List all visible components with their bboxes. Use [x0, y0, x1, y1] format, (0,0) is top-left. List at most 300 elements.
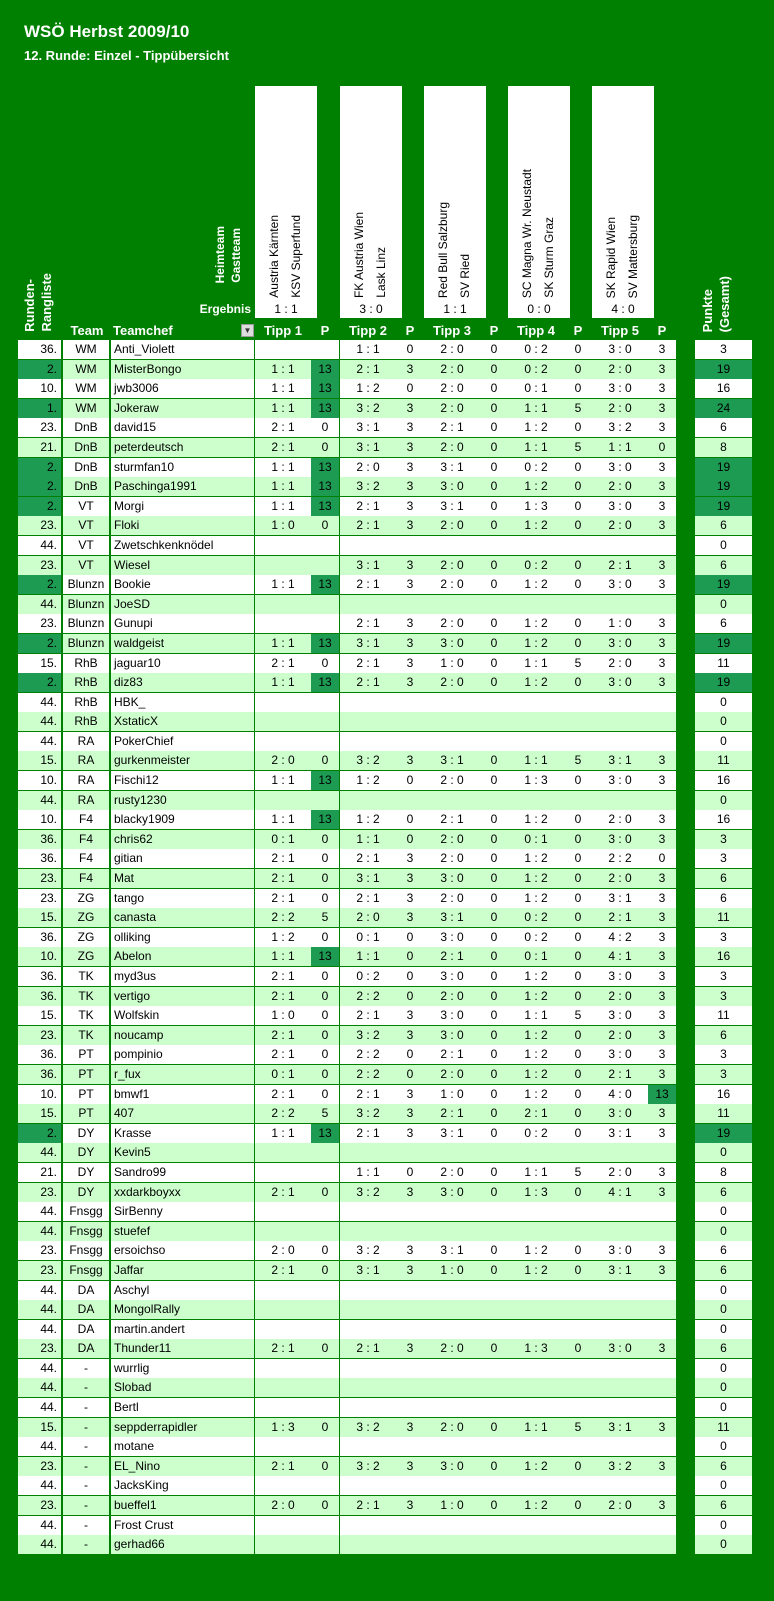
- col-p-1: P: [320, 323, 330, 338]
- p3-cell: 0: [480, 458, 508, 477]
- teamchef-cell: canasta: [111, 908, 254, 927]
- p3-cell: [480, 732, 508, 751]
- points-total-cell: 11: [695, 751, 752, 770]
- tipp5-cell: 3 : 2: [592, 418, 648, 437]
- p2-cell: 0: [396, 379, 424, 398]
- p1-cell: 0: [311, 830, 339, 849]
- tipp5-cell: 2 : 1: [592, 908, 648, 927]
- rank-cell: 23.: [18, 1261, 61, 1280]
- p1-cell: 13: [311, 399, 339, 418]
- tipp1-cell: [255, 556, 311, 575]
- p3-cell: 0: [480, 1026, 508, 1045]
- rank-cell: 36.: [18, 1065, 61, 1084]
- p1-cell: [311, 595, 339, 614]
- rank-cell: 44.: [18, 1359, 61, 1378]
- teamchef-cell: Gunupi: [111, 614, 254, 633]
- table-row: [18, 712, 752, 732]
- rank-cell: 36.: [18, 849, 61, 868]
- p5-cell: 3: [648, 614, 676, 633]
- p2-cell: 3: [396, 438, 424, 457]
- rank-cell: 23.: [18, 516, 61, 535]
- rank-cell: 44.: [18, 1300, 61, 1319]
- team-cell: VT: [63, 556, 109, 575]
- points-total-cell: 11: [695, 1418, 752, 1437]
- p1-cell: [311, 791, 339, 810]
- tipp2-cell: 3 : 1: [340, 418, 396, 437]
- p4-cell: [564, 693, 592, 712]
- tipp4-cell: 1 : 3: [508, 1339, 564, 1358]
- p4-cell: 0: [564, 830, 592, 849]
- p4-cell: [564, 1359, 592, 1378]
- teamchef-cell: bmwf1: [111, 1085, 254, 1104]
- p1-cell: 13: [311, 634, 339, 653]
- tipp4-cell: [508, 693, 564, 712]
- table-row: [18, 1516, 752, 1536]
- table-row: [18, 732, 752, 752]
- tipp1-cell: 2 : 1: [255, 1261, 311, 1280]
- p1-cell: 0: [311, 928, 339, 947]
- teamchef-cell: Frost Crust: [111, 1516, 254, 1535]
- p4-cell: 5: [564, 1163, 592, 1182]
- tipp1-cell: 1 : 1: [255, 497, 311, 516]
- points-total-cell: 6: [695, 516, 752, 535]
- tipp2-cell: 1 : 1: [340, 830, 396, 849]
- tipp5-cell: 2 : 0: [592, 360, 648, 379]
- p2-cell: 3: [396, 751, 424, 770]
- p5-cell: 3: [648, 1241, 676, 1260]
- tipp3-cell: 2 : 0: [424, 438, 480, 457]
- tipp4-cell: [508, 712, 564, 731]
- p5-cell: [648, 732, 676, 751]
- tipp2-cell: 3 : 2: [340, 477, 396, 496]
- p2-cell: [396, 1222, 424, 1241]
- table-row: [18, 928, 752, 948]
- gastteam-label: Gastteam: [229, 228, 243, 283]
- table-row: [18, 1535, 752, 1555]
- tipp3-cell: 2 : 1: [424, 947, 480, 966]
- rank-cell: 2.: [18, 673, 61, 692]
- tipp2-cell: 2 : 2: [340, 1065, 396, 1084]
- tipp5-cell: 3 : 0: [592, 673, 648, 692]
- teamchef-cell: blacky1909: [111, 810, 254, 829]
- p2-cell: 3: [396, 556, 424, 575]
- points-total-cell: 0: [695, 1535, 752, 1554]
- p5-cell: [648, 595, 676, 614]
- p3-cell: 0: [480, 556, 508, 575]
- tipp4-cell: 1 : 2: [508, 516, 564, 535]
- table-row: [18, 1222, 752, 1242]
- p5-cell: 3: [648, 987, 676, 1006]
- tipp1-cell: 1 : 0: [255, 1006, 311, 1025]
- p4-cell: 0: [564, 1124, 592, 1143]
- tipp3-cell: 2 : 0: [424, 889, 480, 908]
- tipp2-cell: 2 : 1: [340, 1085, 396, 1104]
- points-total-cell: 0: [695, 1281, 752, 1300]
- tipp2-cell: 2 : 1: [340, 654, 396, 673]
- tipp5-cell: [592, 791, 648, 810]
- rank-cell: 23.: [18, 1183, 61, 1202]
- tipp1-cell: 0 : 1: [255, 830, 311, 849]
- p2-cell: 0: [396, 967, 424, 986]
- rank-cell: 44.: [18, 1378, 61, 1397]
- table-row: [18, 1300, 752, 1320]
- teamchef-cell: EL_Nino: [111, 1457, 254, 1476]
- points-total-cell: 0: [695, 1202, 752, 1221]
- p1-cell: 13: [311, 810, 339, 829]
- p5-cell: 3: [648, 379, 676, 398]
- p3-cell: [480, 1143, 508, 1162]
- tipp3-cell: [424, 1300, 480, 1319]
- points-total-cell: 3: [695, 987, 752, 1006]
- table-row: [18, 693, 752, 713]
- tipp3-cell: 1 : 0: [424, 1085, 480, 1104]
- match-4-away: SK Sturm Graz: [542, 217, 556, 298]
- p3-cell: [480, 791, 508, 810]
- p5-cell: [648, 1516, 676, 1535]
- col-p-4: P: [573, 323, 583, 338]
- team-cell: RhB: [63, 712, 109, 731]
- p3-cell: 0: [480, 575, 508, 594]
- tipp3-cell: 2 : 0: [424, 399, 480, 418]
- p5-cell: 3: [648, 908, 676, 927]
- rank-cell: 2.: [18, 497, 61, 516]
- points-total-cell: 6: [695, 869, 752, 888]
- points-total-cell: 6: [695, 614, 752, 633]
- p2-cell: 3: [396, 869, 424, 888]
- rank-cell: 2.: [18, 575, 61, 594]
- p5-cell: [648, 1202, 676, 1221]
- tipp4-cell: 1 : 2: [508, 889, 564, 908]
- tipp5-cell: [592, 1281, 648, 1300]
- team-cell: F4: [63, 869, 109, 888]
- tipp2-cell: 3 : 2: [340, 1104, 396, 1123]
- team-cell: TK: [63, 1006, 109, 1025]
- rank-cell: 2.: [18, 360, 61, 379]
- tipp2-cell: 2 : 2: [340, 1045, 396, 1064]
- points-total-cell: 16: [695, 810, 752, 829]
- p1-cell: 0: [311, 516, 339, 535]
- p4-cell: [564, 1437, 592, 1456]
- p4-cell: [564, 1476, 592, 1495]
- tipp3-cell: 3 : 1: [424, 458, 480, 477]
- p3-cell: 0: [480, 928, 508, 947]
- p5-cell: 3: [648, 1065, 676, 1084]
- tipp3-cell: 3 : 0: [424, 477, 480, 496]
- tipp2-cell: [340, 1143, 396, 1162]
- team-cell: RA: [63, 771, 109, 790]
- tipp1-cell: 2 : 1: [255, 869, 311, 888]
- points-total-cell: 16: [695, 947, 752, 966]
- tipp1-cell: [255, 1281, 311, 1300]
- p1-cell: [311, 1398, 339, 1417]
- tipp2-cell: 2 : 1: [340, 360, 396, 379]
- points-total-cell: 0: [695, 1320, 752, 1339]
- team-cell: -: [63, 1378, 109, 1397]
- team-cell: DY: [63, 1124, 109, 1143]
- p5-cell: [648, 712, 676, 731]
- points-total-cell: 16: [695, 379, 752, 398]
- teamchef-cell: wurrlig: [111, 1359, 254, 1378]
- tipp1-cell: 1 : 0: [255, 516, 311, 535]
- p5-cell: [648, 693, 676, 712]
- p4-cell: 0: [564, 1339, 592, 1358]
- tipp3-cell: 2 : 0: [424, 849, 480, 868]
- p3-cell: 0: [480, 849, 508, 868]
- points-total-label-1: Punkte: [700, 288, 715, 332]
- p4-cell: 5: [564, 751, 592, 770]
- points-total-cell: 3: [695, 830, 752, 849]
- p4-cell: 0: [564, 1261, 592, 1280]
- rank-cell: 23.: [18, 418, 61, 437]
- teamchef-cell: gurkenmeister: [111, 751, 254, 770]
- tipp3-cell: [424, 1437, 480, 1456]
- tipp4-cell: 1 : 1: [508, 751, 564, 770]
- tipp4-cell: 1 : 2: [508, 1241, 564, 1260]
- match-5-away: SV Mattersburg: [626, 214, 640, 298]
- tipp3-cell: 2 : 0: [424, 987, 480, 1006]
- col-tipp-5: Tipp 5: [600, 323, 640, 338]
- tipp2-cell: 3 : 2: [340, 1457, 396, 1476]
- p2-cell: [396, 1476, 424, 1495]
- tipp2-cell: [340, 1437, 396, 1456]
- tipp4-cell: [508, 1143, 564, 1162]
- p3-cell: 0: [480, 399, 508, 418]
- team-cell: ZG: [63, 947, 109, 966]
- points-total-cell: 0: [695, 1300, 752, 1319]
- tipp5-cell: 3 : 0: [592, 575, 648, 594]
- points-total-cell: 11: [695, 654, 752, 673]
- tipp1-cell: 1 : 1: [255, 399, 311, 418]
- tipp1-cell: [255, 1398, 311, 1417]
- p1-cell: 13: [311, 1124, 339, 1143]
- p2-cell: 0: [396, 1163, 424, 1182]
- tipp2-cell: 2 : 1: [340, 1496, 396, 1515]
- points-total-cell: 11: [695, 908, 752, 927]
- p2-cell: 3: [396, 908, 424, 927]
- tipp4-cell: 1 : 3: [508, 1183, 564, 1202]
- table-row: [18, 810, 752, 830]
- p5-cell: 3: [648, 1006, 676, 1025]
- p2-cell: 3: [396, 360, 424, 379]
- tipp4-cell: 0 : 1: [508, 379, 564, 398]
- rank-cell: 15.: [18, 654, 61, 673]
- p2-cell: [396, 1143, 424, 1162]
- p4-cell: 0: [564, 869, 592, 888]
- team-cell: F4: [63, 849, 109, 868]
- tipp3-cell: [424, 1359, 480, 1378]
- table-row: [18, 987, 752, 1007]
- teamchef-cell: jwb3006: [111, 379, 254, 398]
- team-cell: Blunzn: [63, 595, 109, 614]
- teamchef-cell: Wolfskin: [111, 1006, 254, 1025]
- team-cell: -: [63, 1535, 109, 1554]
- teamchef-cell: peterdeutsch: [111, 438, 254, 457]
- p1-cell: [311, 1143, 339, 1162]
- p2-cell: [396, 1437, 424, 1456]
- p2-cell: 3: [396, 654, 424, 673]
- tipp3-cell: [424, 595, 480, 614]
- tipp4-cell: 1 : 1: [508, 438, 564, 457]
- rank-cell: 10.: [18, 947, 61, 966]
- p2-cell: 0: [396, 928, 424, 947]
- tipp1-cell: 1 : 1: [255, 947, 311, 966]
- rank-cell: 2.: [18, 1124, 61, 1143]
- table-row: [18, 791, 752, 811]
- tipp3-cell: 2 : 0: [424, 830, 480, 849]
- table-row: [18, 418, 752, 438]
- teamchef-cell: Fischi12: [111, 771, 254, 790]
- rank-cell: 15.: [18, 1418, 61, 1437]
- tipp1-cell: [255, 1378, 311, 1397]
- rank-cell: 15.: [18, 1006, 61, 1025]
- p3-cell: 0: [480, 1163, 508, 1182]
- tipp3-cell: 2 : 0: [424, 1339, 480, 1358]
- points-total-cell: 6: [695, 1183, 752, 1202]
- p1-cell: 5: [311, 908, 339, 927]
- tipp3-cell: 3 : 0: [424, 634, 480, 653]
- tipp4-cell: 0 : 2: [508, 360, 564, 379]
- team-cell: F4: [63, 810, 109, 829]
- tipp1-cell: [255, 340, 311, 359]
- team-cell: PT: [63, 1045, 109, 1064]
- p1-cell: [311, 340, 339, 359]
- table-row: [18, 1202, 752, 1222]
- tipp4-cell: [508, 1378, 564, 1397]
- teamchef-cell: Sandro99: [111, 1163, 254, 1182]
- p5-cell: 3: [648, 771, 676, 790]
- p1-cell: 0: [311, 1418, 339, 1437]
- rank-cell: 23.: [18, 1457, 61, 1476]
- points-total-cell: 0: [695, 1143, 752, 1162]
- teamchef-cell: motane: [111, 1437, 254, 1456]
- p5-cell: 3: [648, 928, 676, 947]
- p3-cell: 0: [480, 634, 508, 653]
- p1-cell: [311, 1476, 339, 1495]
- heimteam-label: Heimteam: [213, 225, 227, 283]
- tipp4-cell: 2 : 1: [508, 1104, 564, 1123]
- p2-cell: 0: [396, 771, 424, 790]
- points-total-cell: 6: [695, 1026, 752, 1045]
- tipp1-cell: 2 : 1: [255, 438, 311, 457]
- p4-cell: 5: [564, 1006, 592, 1025]
- p3-cell: 0: [480, 438, 508, 457]
- p5-cell: [648, 791, 676, 810]
- tipp4-cell: 1 : 2: [508, 987, 564, 1006]
- p1-cell: [311, 556, 339, 575]
- p2-cell: 3: [396, 889, 424, 908]
- tipp4-cell: 1 : 2: [508, 418, 564, 437]
- tipp1-cell: 2 : 0: [255, 751, 311, 770]
- teamchef-cell: martin.andert: [111, 1320, 254, 1339]
- table-row: [18, 595, 752, 615]
- rank-cell: 10.: [18, 810, 61, 829]
- tipp1-cell: 1 : 1: [255, 477, 311, 496]
- table-row: [18, 1437, 752, 1457]
- rank-cell: 2.: [18, 634, 61, 653]
- p5-cell: 3: [648, 360, 676, 379]
- tipp3-cell: [424, 1202, 480, 1221]
- p1-cell: 0: [311, 1241, 339, 1260]
- p1-cell: 13: [311, 379, 339, 398]
- points-total-cell: 0: [695, 732, 752, 751]
- tipp3-cell: 3 : 0: [424, 967, 480, 986]
- p3-cell: [480, 712, 508, 731]
- rank-cell: 44.: [18, 1398, 61, 1417]
- p1-cell: [311, 1535, 339, 1554]
- tipp1-cell: 1 : 1: [255, 575, 311, 594]
- tipp1-cell: 2 : 1: [255, 418, 311, 437]
- p5-cell: 3: [648, 575, 676, 594]
- rank-cell: 44.: [18, 1535, 61, 1554]
- p1-cell: 0: [311, 1183, 339, 1202]
- rank-cell: 44.: [18, 732, 61, 751]
- team-cell: RA: [63, 732, 109, 751]
- teamchef-cell: HBK_: [111, 693, 254, 712]
- table-row: [18, 536, 752, 556]
- page-title: WSÖ Herbst 2009/10: [24, 22, 190, 41]
- p4-cell: 0: [564, 340, 592, 359]
- tipp4-cell: 1 : 2: [508, 1261, 564, 1280]
- p4-cell: 5: [564, 438, 592, 457]
- tipp3-cell: [424, 693, 480, 712]
- p1-cell: 0: [311, 654, 339, 673]
- tipp3-cell: [424, 1535, 480, 1554]
- teamchef-cell: seppderrapidler: [111, 1418, 254, 1437]
- p2-cell: 3: [396, 1496, 424, 1515]
- team-cell: Blunzn: [63, 634, 109, 653]
- table-row: [18, 438, 752, 458]
- tipp3-cell: 2 : 1: [424, 418, 480, 437]
- p4-cell: [564, 1222, 592, 1241]
- teamchef-cell: PokerChief: [111, 732, 254, 751]
- table-row: [18, 751, 752, 771]
- tipp2-cell: [340, 732, 396, 751]
- rank-cell: 23.: [18, 614, 61, 633]
- dropdown-arrow-icon[interactable]: ▼: [241, 324, 254, 337]
- team-cell: -: [63, 1359, 109, 1378]
- p2-cell: [396, 1359, 424, 1378]
- table-row: [18, 1496, 752, 1516]
- table-row: [18, 908, 752, 928]
- p4-cell: 0: [564, 634, 592, 653]
- rank-cell: 44.: [18, 1143, 61, 1162]
- table-row: [18, 458, 752, 478]
- tipp2-cell: 3 : 2: [340, 1418, 396, 1437]
- p4-cell: 0: [564, 379, 592, 398]
- p5-cell: 3: [648, 1026, 676, 1045]
- team-cell: -: [63, 1398, 109, 1417]
- tipp2-cell: 3 : 2: [340, 751, 396, 770]
- tipp2-cell: 3 : 1: [340, 869, 396, 888]
- tipp4-cell: 1 : 3: [508, 771, 564, 790]
- p2-cell: 0: [396, 1065, 424, 1084]
- team-cell: -: [63, 1418, 109, 1437]
- tipp5-cell: 3 : 2: [592, 1457, 648, 1476]
- tipp5-cell: 3 : 0: [592, 771, 648, 790]
- tipp1-cell: [255, 791, 311, 810]
- tipp5-cell: 2 : 0: [592, 1496, 648, 1515]
- tipp5-cell: 1 : 0: [592, 614, 648, 633]
- table-row: [18, 360, 752, 380]
- tipp2-cell: 2 : 1: [340, 614, 396, 633]
- points-total-cell: 11: [695, 1006, 752, 1025]
- tipp5-cell: 3 : 0: [592, 1104, 648, 1123]
- table-row: [18, 1183, 752, 1203]
- teamchef-cell: Aschyl: [111, 1281, 254, 1300]
- teamchef-cell: ersoichso: [111, 1241, 254, 1260]
- tipp5-cell: [592, 595, 648, 614]
- tipp5-cell: [592, 536, 648, 555]
